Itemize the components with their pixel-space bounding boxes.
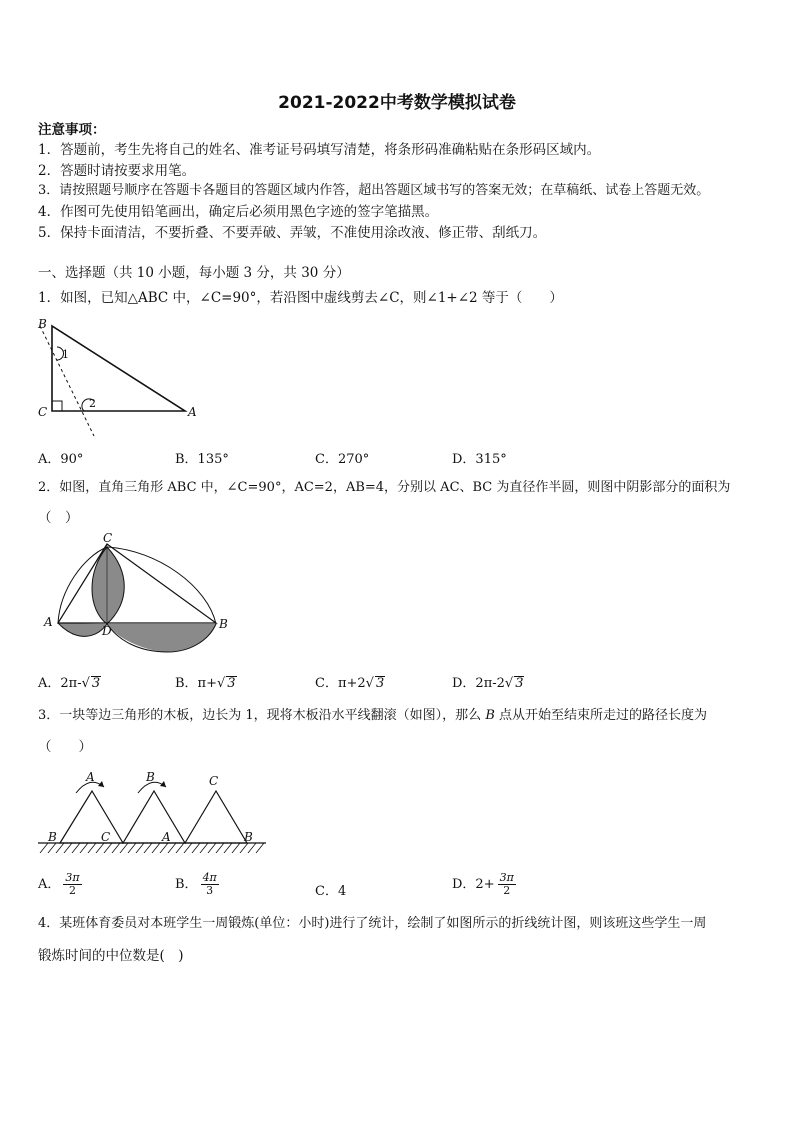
notice-heading: 注意事项：: [38, 122, 106, 138]
q2-label-d: D: [102, 624, 112, 638]
q3-option-b: B． $\frac{4\pi}{3}$: [175, 871, 217, 897]
q2-label-a: A: [44, 615, 53, 629]
q3-label-c-bottom: C: [101, 830, 111, 844]
q2-label-c: C: [103, 531, 113, 545]
q2-option-b: B．π+√ 3: [175, 676, 236, 691]
q2-label-b: B: [219, 617, 228, 631]
q1-option-d: D．315°: [452, 452, 507, 467]
q2-option-a: A．2π-√ 3: [38, 676, 101, 691]
notice-item-4: 4．作图可先使用铅笔画出，确定后必须用黑色字迹的签字笔描黑。: [38, 204, 439, 220]
q3-option-d: D．2+ $\frac{3\pi}{2}$: [452, 871, 514, 897]
q2-stem: 2．如图，直角三角形 ABC 中，∠C=90°，AC=2，AB=4，分别以 AC、BC 为直径作半圆，则图中阴影部分的面积为: [38, 480, 731, 495]
q3-option-c: C．4: [315, 884, 347, 899]
q3-label-c-top: C: [209, 774, 219, 788]
q2-option-c: C．π+2√ 3: [315, 676, 385, 691]
q3-stem-2: （ ）: [38, 739, 92, 755]
q1-label-b: B: [38, 317, 47, 331]
q3-figure: [38, 765, 270, 860]
q1-label-a: A: [188, 405, 197, 419]
page-title: 2021-2022中考数学模拟试卷: [278, 93, 516, 113]
q2-figure: [38, 532, 238, 662]
notice-item-1: 1．答题前，考生先将自己的姓名、准考证号码填写清楚，将条形码准确粘贴在条形码区域内。: [38, 142, 601, 158]
notice-item-2: 2．答题时请按要求用笔。: [38, 163, 196, 179]
q1-option-b: B．135°: [175, 452, 229, 467]
q2-option-d: D．2π-2√ 3: [452, 676, 524, 691]
q4-stem-2: 锻炼时间的中位数是( ): [38, 948, 184, 964]
section-heading: 一、选择题（共 10 小题，每小题 3 分，共 30 分）: [38, 265, 350, 281]
q3-label-b-end: B: [244, 830, 253, 844]
q3-label-a-top: A: [86, 770, 95, 784]
q1-stem: 1．如图，已知△ABC 中，∠C=90°，若沿图中虚线剪去∠C，则∠1+∠2 等于（ ）: [38, 290, 563, 306]
q1-option-a: A．90°: [38, 452, 84, 467]
notice-item-5: 5．保持卡面清洁，不要折叠、不要弄破、弄皱，不准使用涂改液、修正带、刮纸刀。: [38, 225, 547, 241]
q1-label-2: 2: [89, 397, 96, 410]
q3-option-a: A． $\frac{3\pi}{2}$: [38, 871, 80, 897]
q1-option-c: C．270°: [315, 452, 370, 467]
q1-label-c: C: [38, 405, 48, 419]
q3-stem: 3．一块等边三角形的木板，边长为 1，现将木板沿水平线翻滚（如图），那么 B 点从开始至结束所走过的路径长度为: [38, 708, 708, 723]
notice-item-3: 3．请按照题号顺序在答题卡各题目的答题区域内作答，超出答题区域书写的答案无效；在草稿纸、试卷上答题无效。: [38, 183, 710, 198]
q1-label-1: 1: [62, 348, 69, 361]
q1-figure: [30, 312, 210, 442]
q4-stem-1: 4．某班体育委员对本班学生一周锻炼(单位：小时)进行了统计，绘制了如图所示的折线统计图，则该班这些学生一周: [38, 916, 707, 931]
q3-label-b-start: B: [48, 830, 57, 844]
q3-label-a-bottom: A: [162, 830, 171, 844]
q3-label-b-top: B: [146, 770, 155, 784]
q2-stem-2: （ ）: [38, 510, 79, 526]
